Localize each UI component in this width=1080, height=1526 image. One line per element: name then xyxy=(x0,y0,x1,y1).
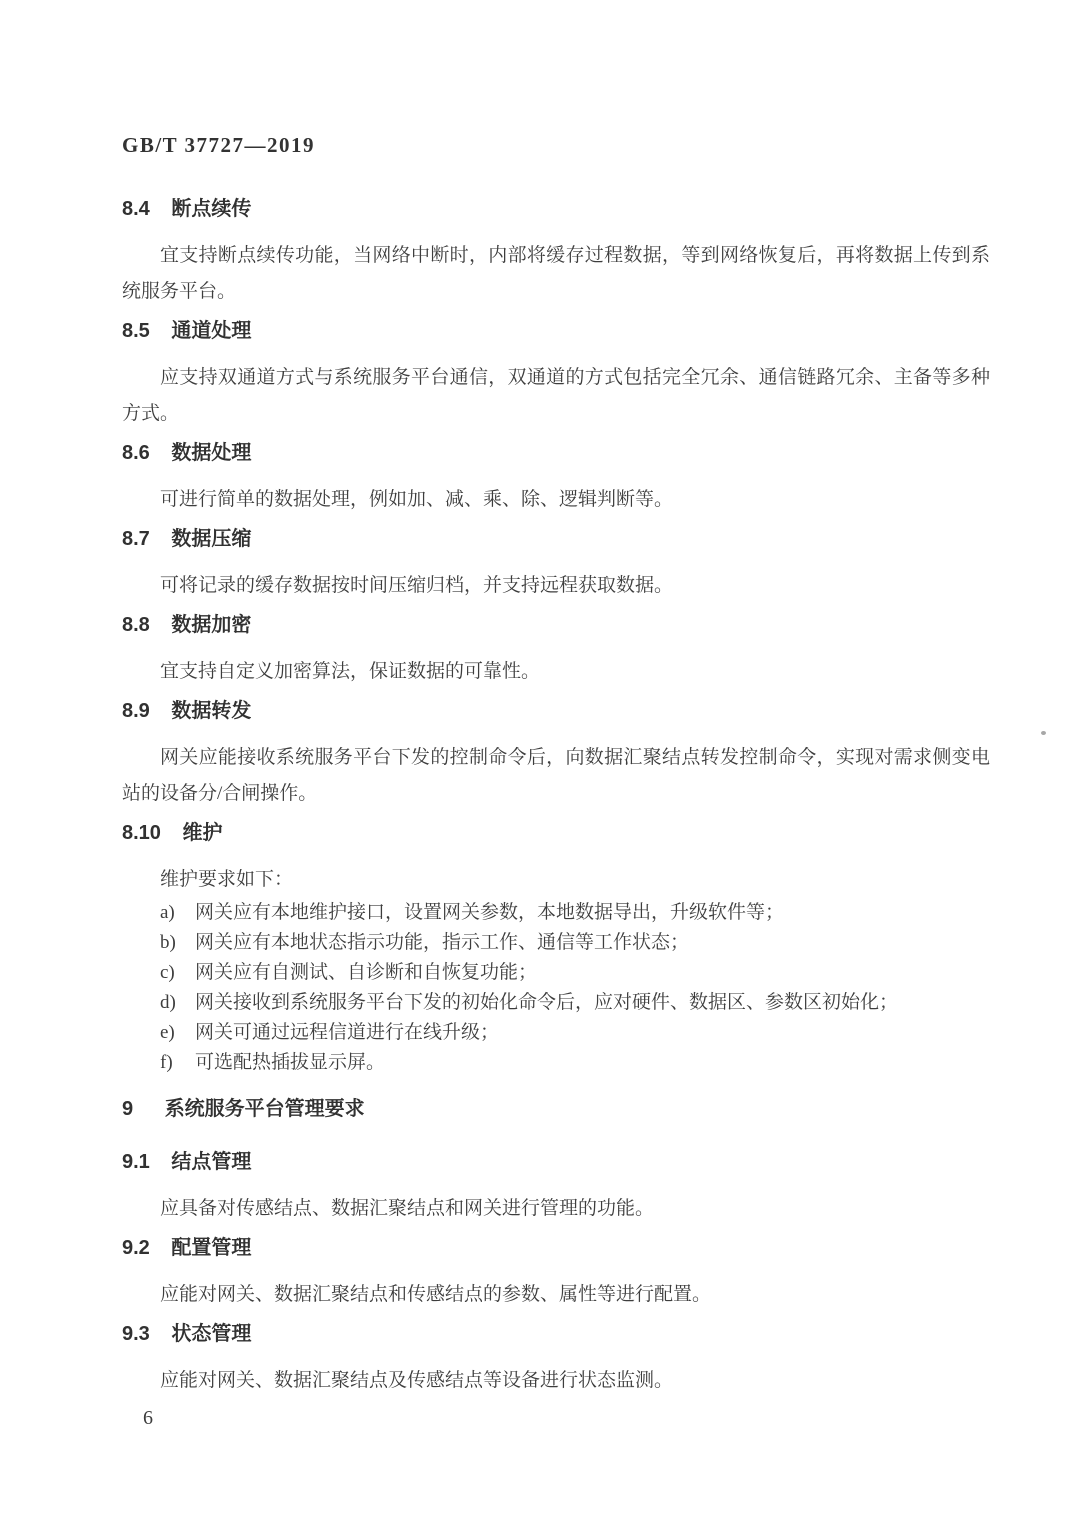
chapter-9 xyxy=(122,1096,990,1122)
section-title: 结点管理 xyxy=(171,1151,252,1173)
section-title: 数据处理 xyxy=(171,442,252,464)
section-8-7 xyxy=(122,526,990,604)
section-8-4 xyxy=(122,196,990,310)
section-number: 8.9 xyxy=(122,700,150,722)
chapter-heading xyxy=(122,1096,990,1122)
list-item-text: 网关可通过远程信道进行在线升级； xyxy=(195,1022,500,1043)
list-item xyxy=(122,1018,990,1048)
list-item xyxy=(122,988,990,1018)
section-8-8 xyxy=(122,612,990,690)
section-8-5 xyxy=(122,318,990,432)
list-item xyxy=(122,1048,990,1078)
list-item-marker: e) xyxy=(160,1022,175,1043)
list-item xyxy=(122,958,990,988)
section-8-10 xyxy=(122,820,990,1078)
section-title: 数据转发 xyxy=(171,700,252,722)
section-number: 9.1 xyxy=(122,1151,150,1173)
section-9-3 xyxy=(122,1321,990,1399)
section-title: 配置管理 xyxy=(171,1237,252,1259)
section-number: 8.10 xyxy=(122,822,161,844)
section-paragraph: 应具备对传感结点、数据汇聚结点和网关进行管理的功能。 xyxy=(160,1198,655,1219)
section-paragraph: 宜支持断点续传功能，当网络中断时，内部将缓存过程数据，等到网络恢复后，再将数据上传到系统服务平台。 xyxy=(122,245,990,302)
section-heading xyxy=(122,1235,990,1261)
section-number: 8.4 xyxy=(122,198,150,220)
list-item-text: 网关应有本地状态指示功能，指示工作、通信等工作状态； xyxy=(195,932,690,953)
list-item-text: 网关接收到系统服务平台下发的初始化命令后，应对硬件、数据区、参数区初始化； xyxy=(195,992,899,1013)
section-paragraph: 网关应能接收系统服务平台下发的控制命令后，向数据汇聚结点转发控制命令，实现对需求侧变电站的设备分/合闸操作。 xyxy=(122,747,990,804)
chapter-number: 9 xyxy=(122,1098,134,1120)
section-heading xyxy=(122,698,990,724)
section-paragraph: 应能对网关、数据汇聚结点和传感结点的参数、属性等进行配置。 xyxy=(160,1284,712,1305)
section-paragraph: 维护要求如下： xyxy=(160,869,294,890)
section-paragraph: 可进行简单的数据处理，例如加、减、乘、除、逻辑判断等。 xyxy=(160,489,674,510)
list-item xyxy=(122,928,990,958)
section-heading xyxy=(122,526,990,552)
section-paragraph: 应支持双通道方式与系统服务平台通信，双通道的方式包括完全冗余、通信链路冗余、主备等多种方式。 xyxy=(122,367,990,424)
maintenance-requirements-list xyxy=(122,898,990,1078)
section-8-6 xyxy=(122,440,990,518)
document-number-header: GB/T 37727—2019 xyxy=(122,133,316,157)
section-number: 9.2 xyxy=(122,1237,150,1259)
section-heading xyxy=(122,1149,990,1175)
list-item-marker: a) xyxy=(160,902,175,923)
section-paragraph: 应能对网关、数据汇聚结点及传感结点等设备进行状态监测。 xyxy=(160,1370,674,1391)
section-heading xyxy=(122,820,990,846)
section-title: 断点续传 xyxy=(171,198,252,220)
section-title: 通道处理 xyxy=(171,320,252,342)
section-heading xyxy=(122,1321,990,1347)
section-heading xyxy=(122,612,990,638)
section-heading xyxy=(122,196,990,222)
list-item-text: 网关应有自测试、自诊断和自恢复功能； xyxy=(195,962,538,983)
section-paragraph: 宜支持自定义加密算法，保证数据的可靠性。 xyxy=(160,661,541,682)
section-paragraph: 可将记录的缓存数据按时间压缩归档，并支持远程获取数据。 xyxy=(160,575,674,596)
section-number: 8.6 xyxy=(122,442,150,464)
section-title: 维护 xyxy=(182,822,223,844)
section-number: 8.8 xyxy=(122,614,150,636)
section-title: 数据压缩 xyxy=(171,528,252,550)
list-item-text: 可选配热插拔显示屏。 xyxy=(195,1052,386,1073)
section-heading xyxy=(122,440,990,466)
section-number: 8.7 xyxy=(122,528,150,550)
list-item xyxy=(122,898,990,928)
list-item-text: 网关应有本地维护接口，设置网关参数，本地数据导出，升级软件等； xyxy=(195,902,785,923)
section-heading xyxy=(122,318,990,344)
section-title: 状态管理 xyxy=(171,1323,252,1345)
list-item-marker: c) xyxy=(160,962,175,983)
section-9-2 xyxy=(122,1235,990,1313)
page-number: 6 xyxy=(143,1407,153,1429)
section-8-9 xyxy=(122,698,990,812)
list-item-marker: d) xyxy=(160,992,176,1013)
section-number: 9.3 xyxy=(122,1323,150,1345)
section-number: 8.5 xyxy=(122,320,150,342)
list-item-marker: f) xyxy=(160,1052,173,1073)
section-title: 数据加密 xyxy=(171,614,252,636)
list-item-marker: b) xyxy=(160,932,176,953)
scan-speck-artifact xyxy=(1041,731,1046,735)
chapter-title: 系统服务平台管理要求 xyxy=(164,1098,365,1120)
section-9-1 xyxy=(122,1149,990,1227)
page-content xyxy=(122,133,990,1430)
